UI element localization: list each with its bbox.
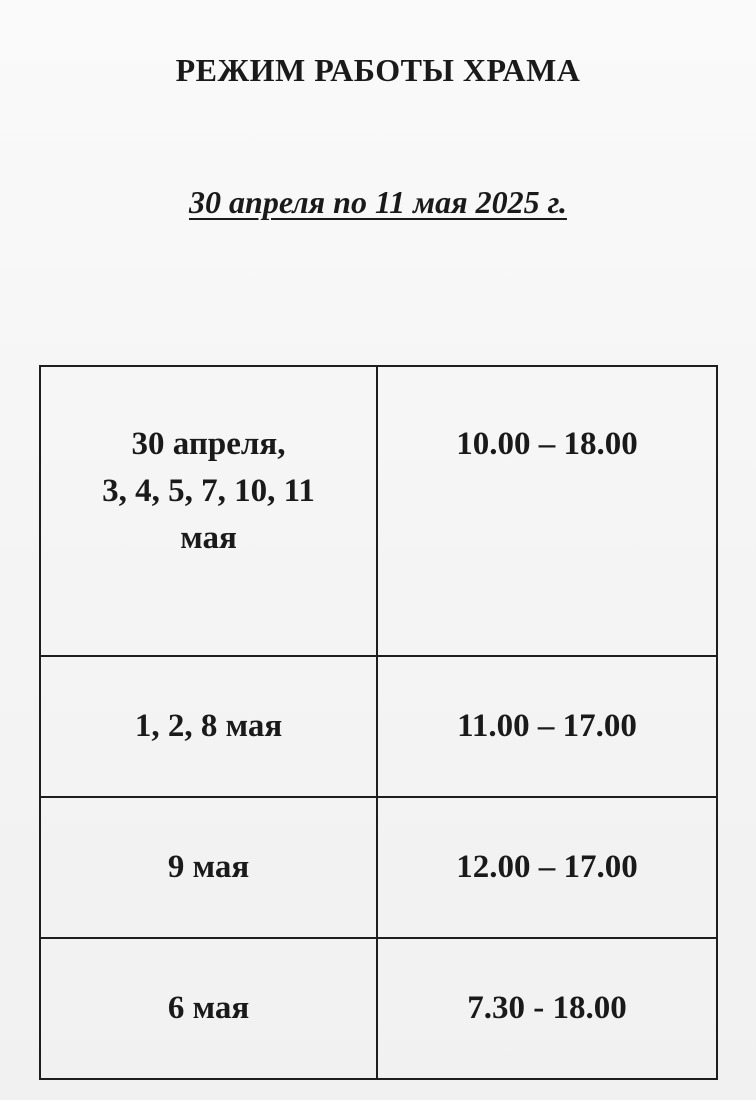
hours-text: 10.00 – 18.00	[456, 426, 638, 462]
days-text: 9 мая	[167, 849, 250, 885]
hours-cell	[377, 366, 717, 656]
days-cell	[40, 656, 377, 797]
period-subtitle	[0, 184, 756, 221]
days-text: 6 мая	[167, 990, 250, 1026]
period-text: 30 апреля по 11 мая 2025 г.	[189, 184, 567, 220]
page-title: РЕЖИМ РАБОТЫ ХРАМА	[175, 52, 581, 88]
table-row	[40, 656, 717, 797]
hours-text: 12.00 – 17.00	[456, 849, 638, 885]
table-row	[40, 938, 717, 1079]
days-cell	[40, 366, 377, 656]
hours-text: 7.30 - 18.00	[467, 990, 627, 1026]
table-row	[40, 797, 717, 938]
days-text: 1, 2, 8 мая	[134, 708, 283, 744]
schedule-table	[39, 365, 718, 1080]
hours-text: 11.00 – 17.00	[457, 708, 637, 744]
hours-cell	[377, 797, 717, 938]
days-cell	[40, 797, 377, 938]
table-row	[40, 366, 717, 656]
hours-cell	[377, 656, 717, 797]
hours-cell	[377, 938, 717, 1079]
days-cell	[40, 938, 377, 1079]
days-text: 30 апреля, 3, 4, 5, 7, 10, 11 мая	[102, 426, 315, 556]
